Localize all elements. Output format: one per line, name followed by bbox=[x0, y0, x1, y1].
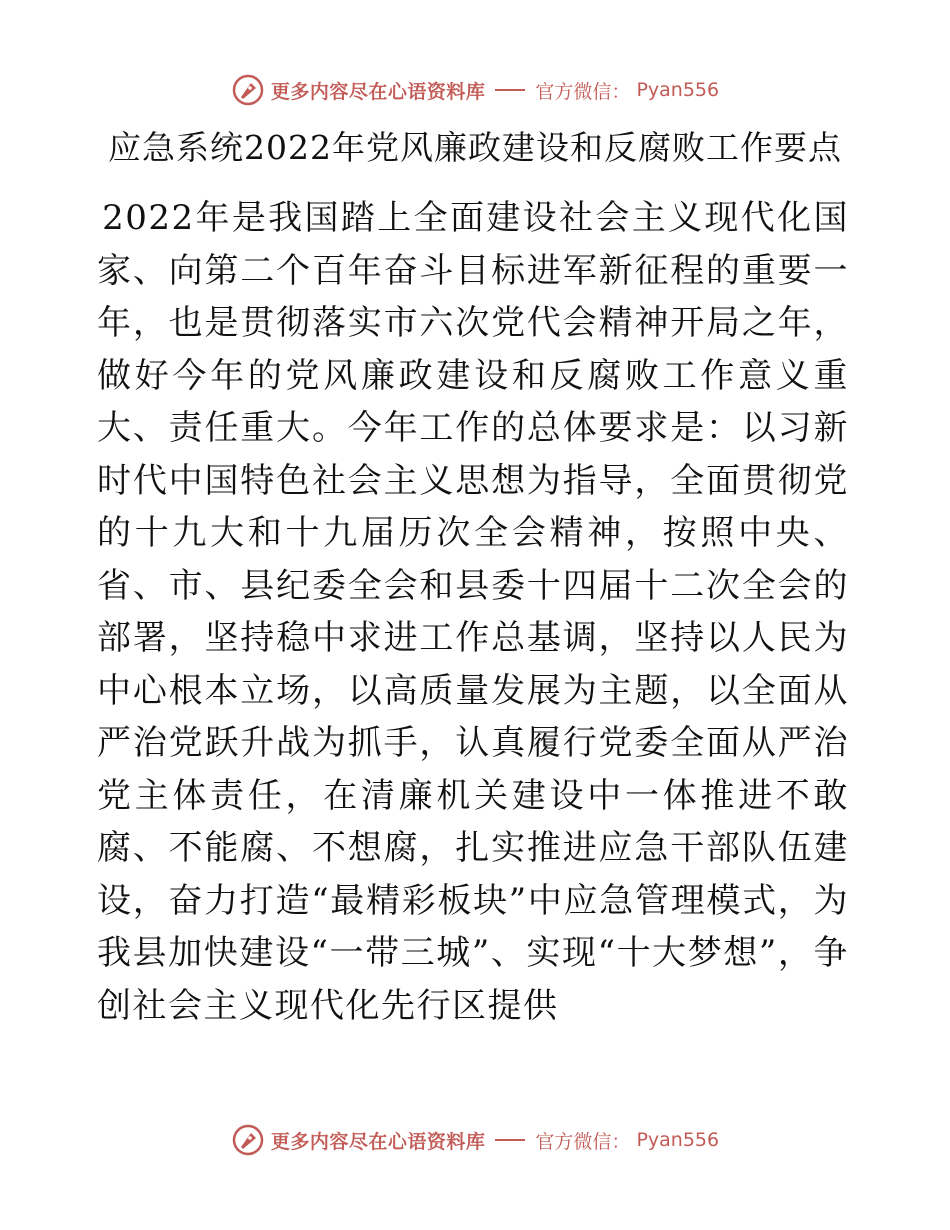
watermark-dash bbox=[495, 1139, 525, 1141]
watermark-site-text: 更多内容尽在心语资料库 bbox=[270, 80, 486, 103]
footer-watermark-banner bbox=[0, 1120, 950, 1160]
pen-nib-logo-icon bbox=[231, 73, 265, 107]
header-watermark-banner bbox=[0, 70, 950, 110]
watermark-wechat-label: 官方微信： bbox=[535, 1130, 631, 1153]
watermark-wechat-id: Pyan556 bbox=[636, 1129, 720, 1151]
pen-nib-logo-icon bbox=[231, 1123, 265, 1157]
watermark-site-text: 更多内容尽在心语资料库 bbox=[270, 1130, 486, 1153]
document-title: 应急系统2022年党风廉政建设和反腐败工作要点 bbox=[108, 128, 842, 167]
watermark-dash bbox=[495, 89, 525, 91]
document-paragraph: 2022年是我国踏上全面建设社会主义现代化国家、向第二个百年奋斗目标进军新征程的重要一年，也是贯彻落实市六次党代会精神开局之年，做好今年的党风廉政建设和反腐败工作意义重大、责任重大。今年工作的总体要求是：以习新时代中国特色社会主义思想为指导，全面贯彻党的十九大和十九届历次全会精神，按照中央、省、市、县纪委全会和县委十四届十二次全会的部署，坚持稳中求进工作总基调，坚持以人民为中心根本立场，以高质量发展为主题，以全面从严治党跃升战为抓手，认真履行党委全面从严治党主体责任，在清廉机关建设中一体推进不敢腐、不能腐、不想腐，扎实推进应急干部队伍建设，奋力打造“最精彩板块”中应急管理模式，为我县加快建设“一带三城”、实现“十大梦想”，争创社会主义现代化先行区提供 bbox=[97, 198, 849, 1026]
watermark-wechat-label: 官方微信： bbox=[535, 80, 631, 103]
watermark-wechat-id: Pyan556 bbox=[636, 79, 720, 101]
